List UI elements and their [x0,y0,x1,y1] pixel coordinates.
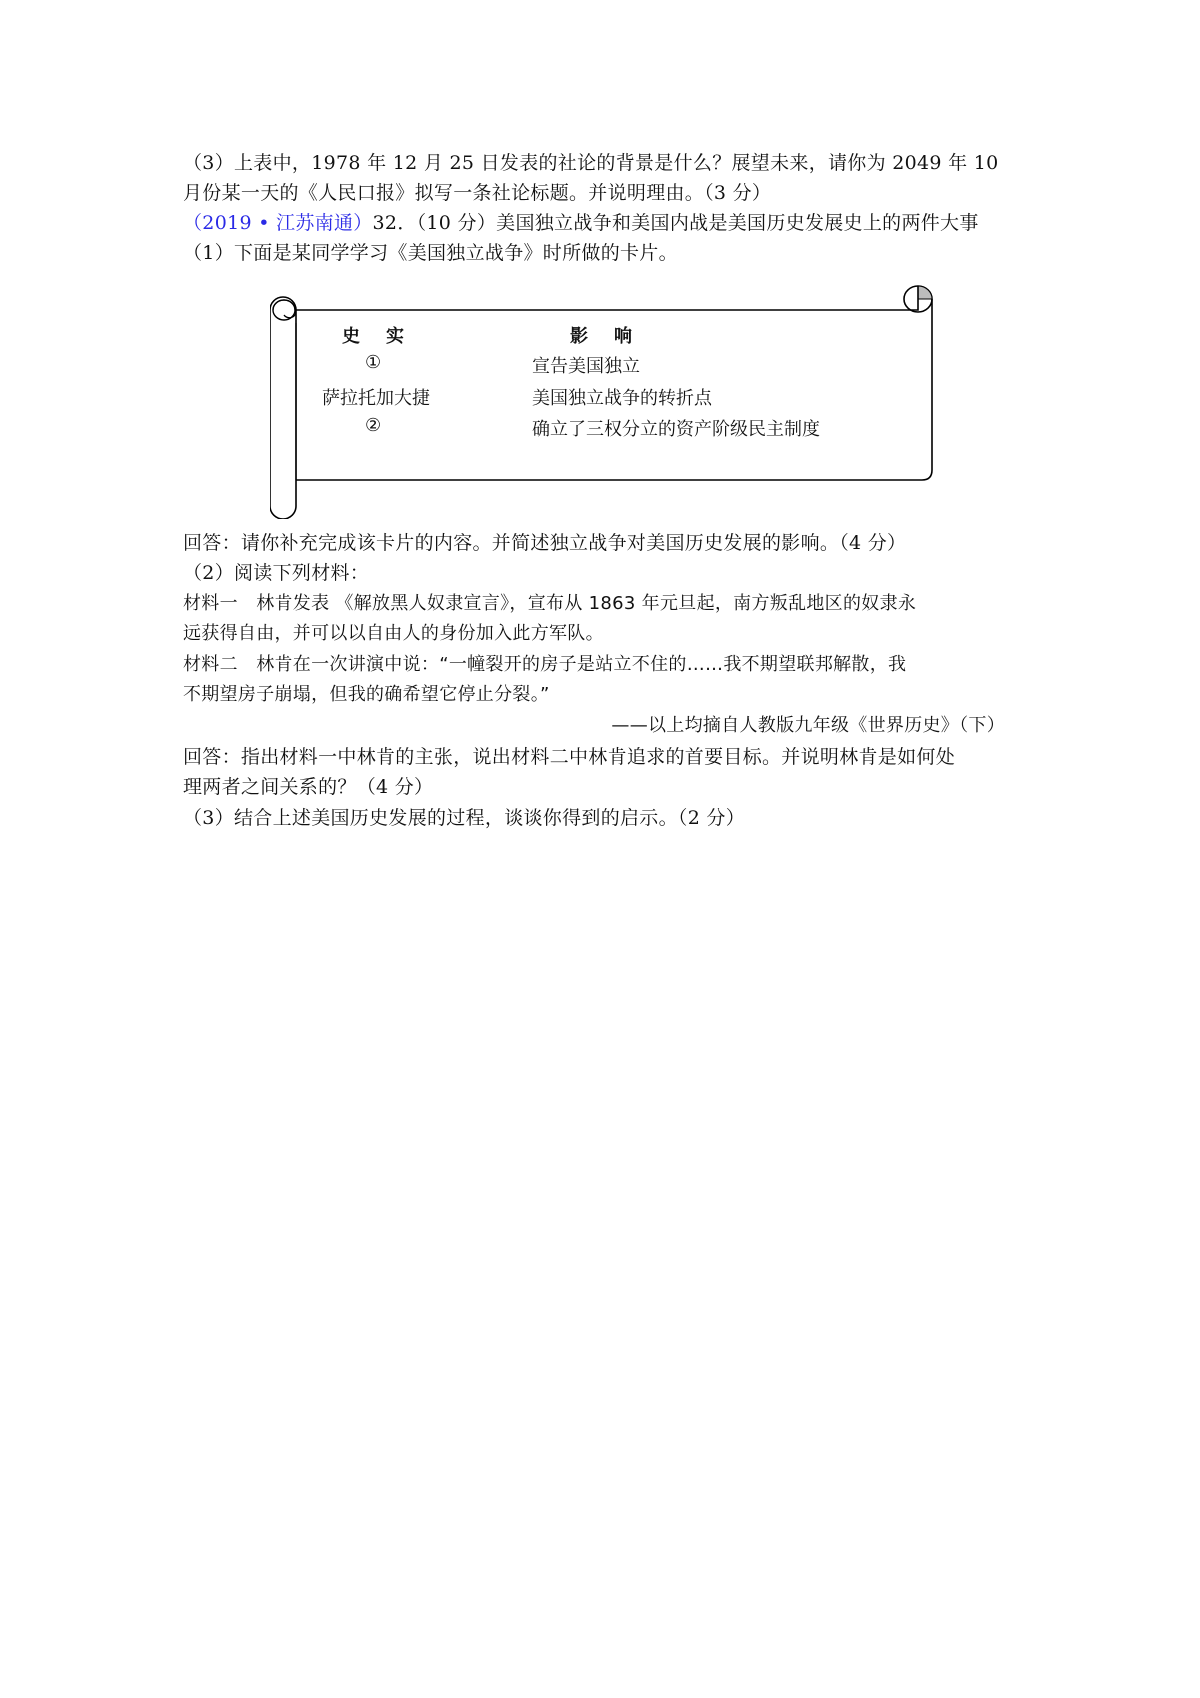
material-2-line-1: 材料二 林肯在一次讲演中说：“一幢裂开的房子是站立不住的……我不期望联邦解散，我 [183,654,907,675]
scroll-card [270,283,940,519]
card-row-2-impact: 美国独立战争的转折点 [532,388,712,409]
source-tag: （2019 • 江苏南通） [183,212,373,234]
question-32-intro: 32．（10 分）美国独立战争和美国内战是美国历史发展史上的两件大事 [372,212,979,234]
part-2-intro: （2）阅读下列材料： [183,562,370,584]
card-header-impact: 影响 [570,326,658,347]
part-3: （3）结合上述美国历史发展的过程，谈谈你得到的启示。（2 分） [183,807,746,829]
question-3-line-2: 月份某一天的《人民口报》拟写一条社论标题。并说明理由。（3 分） [183,182,772,204]
card-row-1-impact: 宣告美国独立 [532,356,640,377]
card-row-3-impact: 确立了三权分立的资产阶级民主制度 [532,419,820,440]
part-1-intro: （1）下面是某同学学习《美国独立战争》时所做的卡片。 [183,242,678,264]
card-row-1-fact: ① [365,352,382,373]
answer-2-line-2: 理两者之间关系的？（4 分） [183,776,434,798]
card-row-3-fact: ② [365,415,382,436]
card-row-2-fact: 萨拉托加大捷 [322,388,430,409]
material-2-line-2: 不期望房子崩塌，但我的确希望它停止分裂。” [183,684,550,705]
question-3-line-1: （3）上表中，1978 年 12 月 25 日发表的社论的背景是什么？展望未来，请你为 2049 年 10 [183,152,999,174]
material-1-line-1: 材料一 林肯发表 《解放黑人奴隶宣言》，宣布从 1863 年元旦起，南方叛乱地区的奴隶永 [183,593,917,614]
answer-1: 回答：请你补充完成该卡片的内容。并简述独立战争对美国历史发展的影响。（4 分） [183,532,907,554]
material-1-line-2: 远获得自由，并可以以自由人的身份加入此方军队。 [183,623,604,644]
answer-2-line-1: 回答：指出材料一中林肯的主张，说出材料二中林肯追求的首要目标。并说明林肯是如何处 [183,746,956,768]
citation: ——以上均摘自人教版九年级《世界历史》（下） [611,715,1005,736]
question-32-heading [183,208,979,238]
card-header-fact: 史实 [342,326,430,347]
